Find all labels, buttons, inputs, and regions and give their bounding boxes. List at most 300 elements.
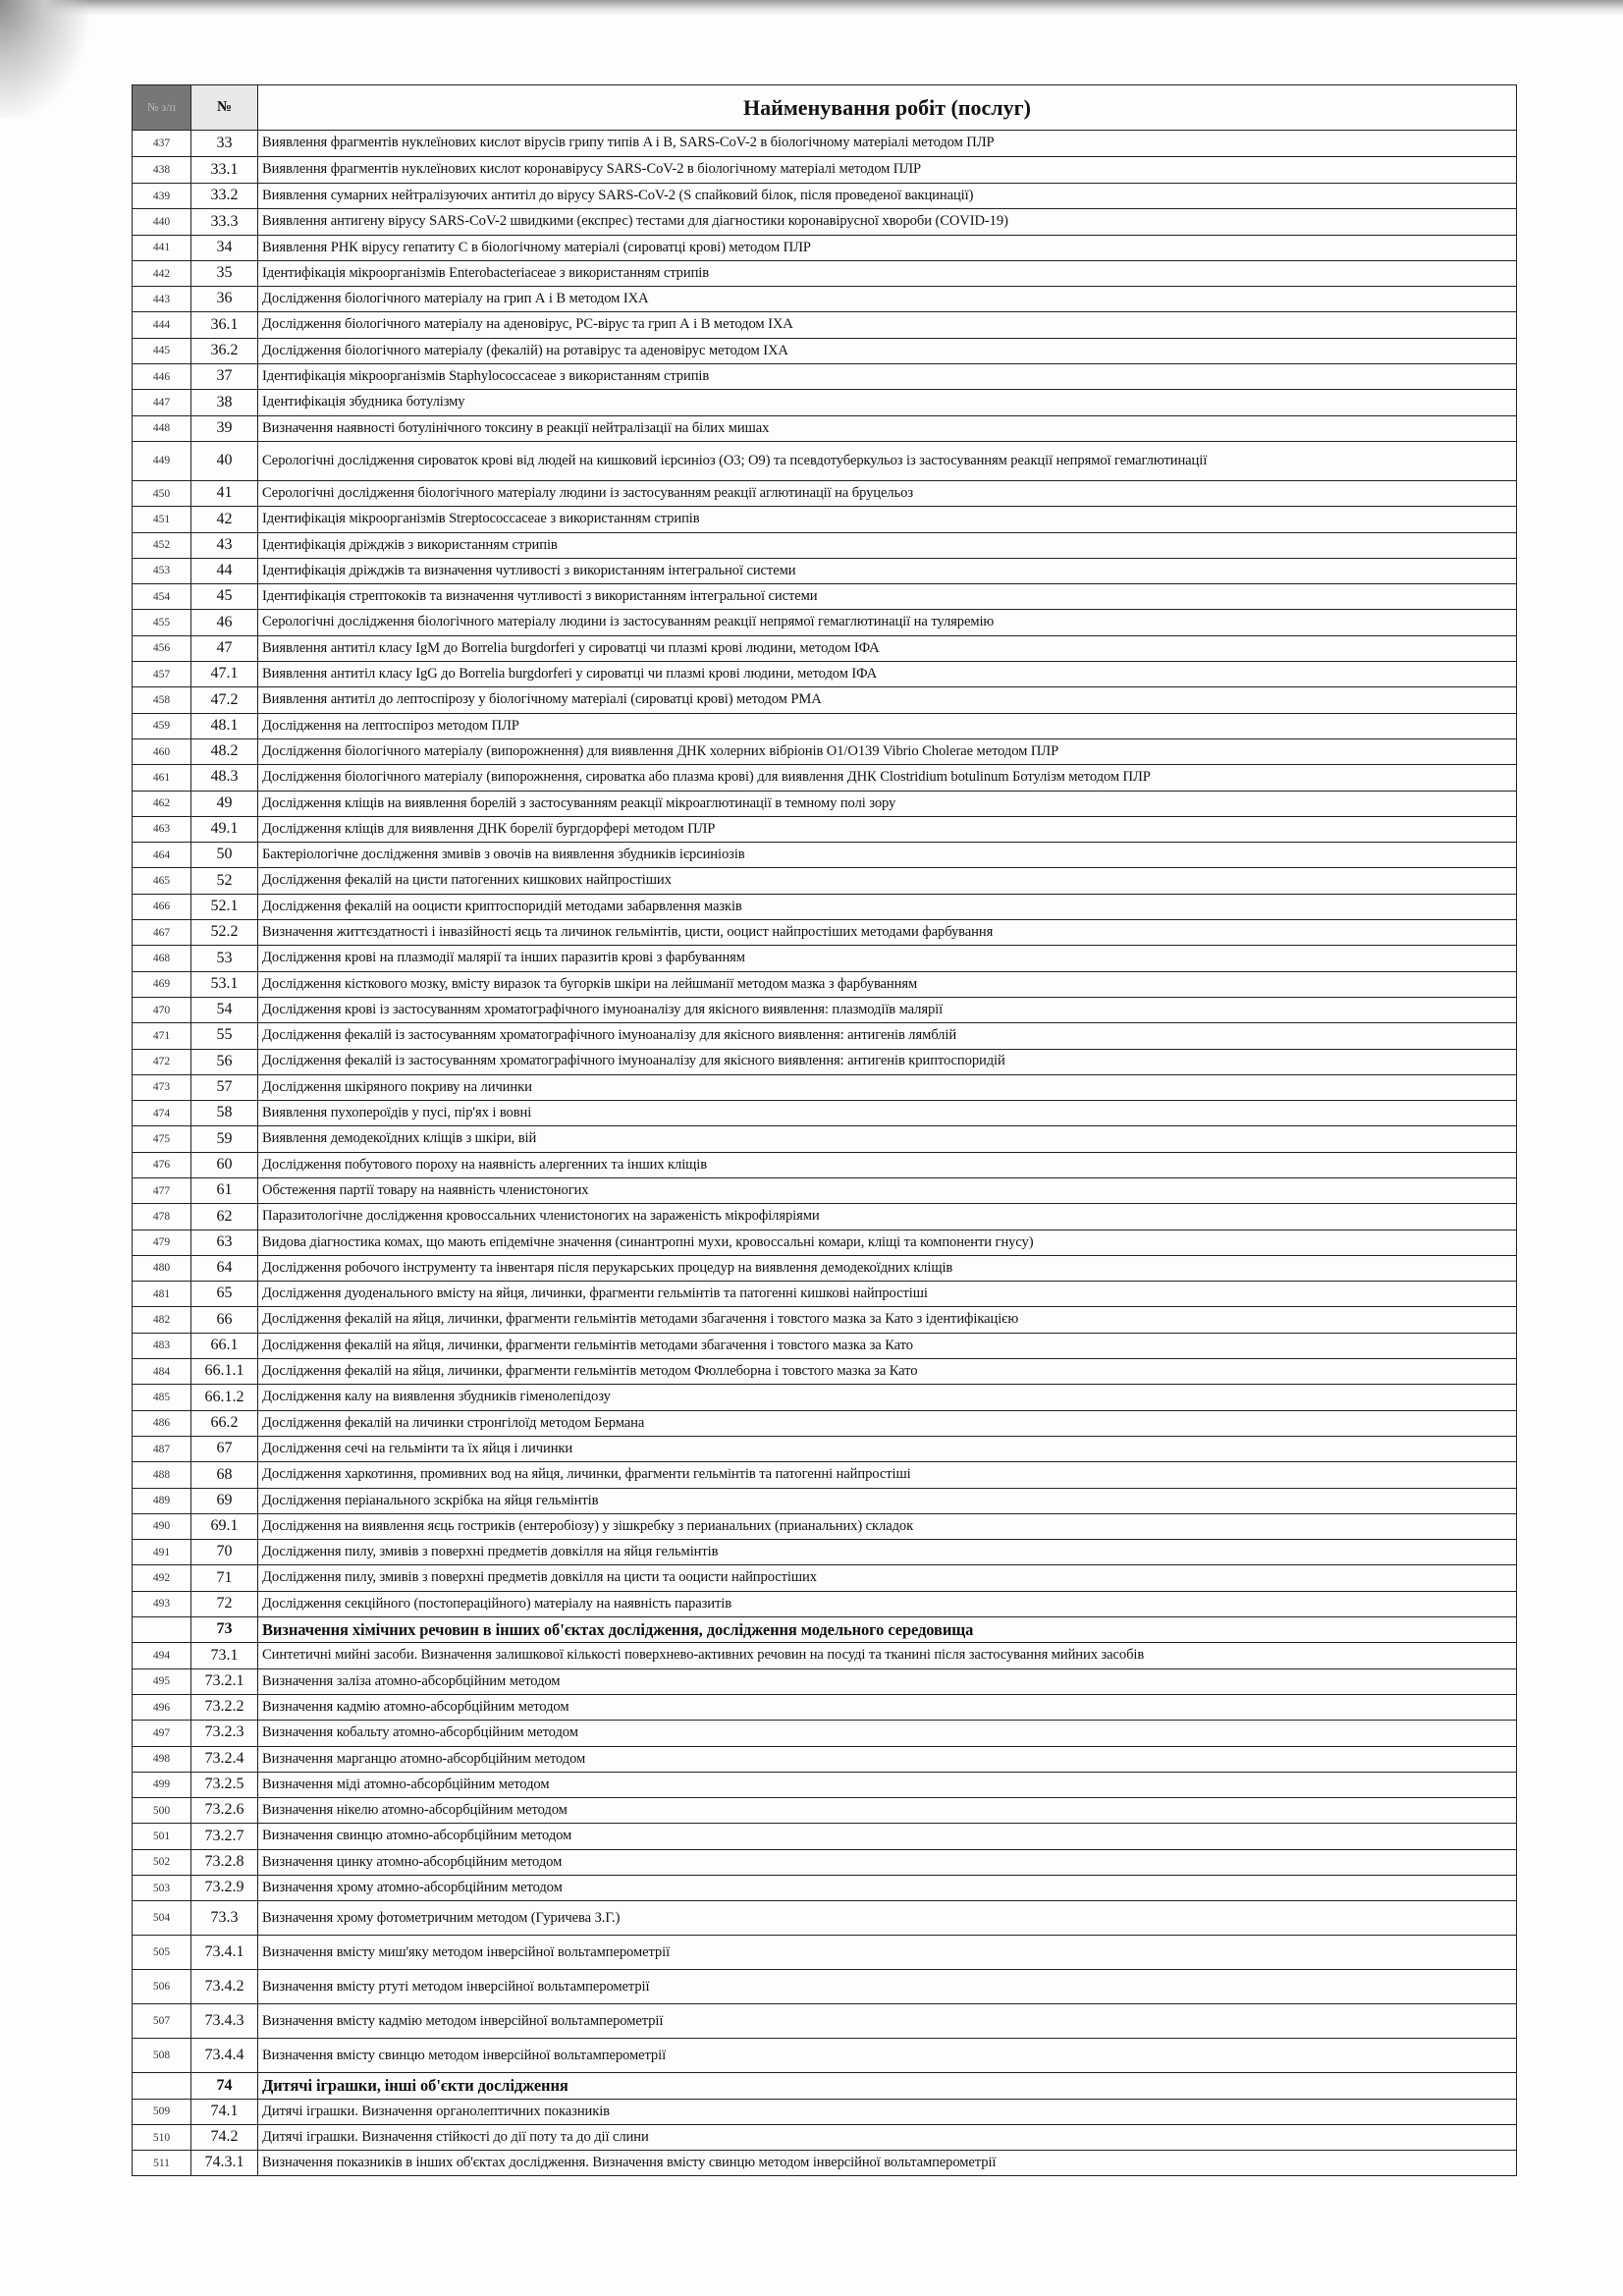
table-row	[133, 997, 1517, 1022]
row-number: 45	[191, 584, 258, 610]
row-number: 73.2.7	[191, 1824, 258, 1849]
table-row	[133, 1772, 1517, 1797]
row-number: 73.3	[191, 1901, 258, 1936]
table-row	[133, 1721, 1517, 1746]
row-number: 49.1	[191, 816, 258, 842]
row-index: 446	[133, 364, 191, 390]
row-index: 466	[133, 894, 191, 919]
row-index: 477	[133, 1177, 191, 1203]
table-row	[133, 415, 1517, 441]
row-index: 473	[133, 1074, 191, 1100]
row-number: 47	[191, 635, 258, 661]
row-number: 63	[191, 1230, 258, 1255]
section-header-row	[133, 2073, 1517, 2099]
table-row	[133, 1049, 1517, 1074]
row-name: Визначення наявності ботулінічного токсину в реакції нейтралізації на білих мишах	[258, 415, 1517, 441]
row-name: Серологічні дослідження сироваток крові від людей на кишковий ієрсиніоз (О3; О9) та псевдотуберкульоз із застосуванням реакції непрямої гемаглютинації	[258, 441, 1517, 480]
header-index: № з/п	[133, 85, 191, 131]
row-number: 73	[191, 1617, 258, 1643]
row-index: 450	[133, 480, 191, 506]
row-name: Визначення марганцю атомно-абсорбційним методом	[258, 1746, 1517, 1772]
row-number: 53.1	[191, 971, 258, 997]
row-index: 487	[133, 1436, 191, 1461]
table-row	[133, 1513, 1517, 1539]
row-index: 460	[133, 738, 191, 764]
row-index: 505	[133, 1936, 191, 1970]
row-name: Дитячі іграшки. Визначення стійкості до дії поту та до дії слини	[258, 2124, 1517, 2150]
table-row	[133, 1307, 1517, 1333]
row-name: Виявлення антитіл класу IgM до Borrelia burgdorferi у сироватці чи плазмі крові людини, методом ІФА	[258, 635, 1517, 661]
row-index: 486	[133, 1410, 191, 1436]
row-index: 456	[133, 635, 191, 661]
row-number: 66.1.2	[191, 1385, 258, 1410]
table-row	[133, 1668, 1517, 1694]
row-index: 495	[133, 1668, 191, 1694]
table-row	[133, 687, 1517, 713]
row-index: 508	[133, 2039, 191, 2073]
table-row	[133, 662, 1517, 687]
row-number: 66.1	[191, 1333, 258, 1358]
row-index: 454	[133, 584, 191, 610]
row-index: 469	[133, 971, 191, 997]
table-row	[133, 868, 1517, 894]
row-name: Виявлення сумарних нейтралізуючих антитіл до вірусу SARS-CoV-2 (S спайковий білок, після проведеної вакцинації)	[258, 184, 1517, 209]
row-index: 488	[133, 1462, 191, 1488]
table-row	[133, 1798, 1517, 1824]
table-row	[133, 441, 1517, 480]
row-number: 67	[191, 1436, 258, 1461]
table-row	[133, 558, 1517, 583]
row-index: 464	[133, 843, 191, 868]
row-number: 48.3	[191, 765, 258, 791]
row-index: 496	[133, 1694, 191, 1720]
table-row	[133, 184, 1517, 209]
row-name: Дослідження сечі на гельмінти та їх яйця і личинки	[258, 1436, 1517, 1461]
row-index: 447	[133, 390, 191, 415]
table-row	[133, 1230, 1517, 1255]
row-index: 503	[133, 1876, 191, 1901]
table-row	[133, 235, 1517, 260]
row-number: 35	[191, 260, 258, 286]
table-row	[133, 1023, 1517, 1049]
row-index: 471	[133, 1023, 191, 1049]
row-number: 52.1	[191, 894, 258, 919]
row-number: 46	[191, 610, 258, 635]
row-index: 468	[133, 946, 191, 971]
row-name: Виявлення демодекоїдних кліщів з шкіри, вій	[258, 1126, 1517, 1152]
row-index: 484	[133, 1359, 191, 1385]
row-number: 70	[191, 1540, 258, 1565]
row-number: 66	[191, 1307, 258, 1333]
row-name: Визначення хрому фотометричним методом (Гуричева З.Г.)	[258, 1901, 1517, 1936]
row-index: 499	[133, 1772, 191, 1797]
row-number: 69	[191, 1488, 258, 1513]
row-index: 467	[133, 920, 191, 946]
row-name: Дослідження секційного (постопераційного) матеріалу на наявність паразитів	[258, 1591, 1517, 1616]
row-name: Дослідження харкотиння, промивних вод на яйця, личинки, фрагменти гельмінтів та патогенні найпростіші	[258, 1462, 1517, 1488]
row-name: Серологічні дослідження біологічного матеріалу людини із застосуванням реакції непрямої гемаглютинації на туляремію	[258, 610, 1517, 635]
row-number: 73.2.9	[191, 1876, 258, 1901]
row-name: Ідентифікація мікроорганізмів Enterobacteriaceae з використанням стрипів	[258, 260, 1517, 286]
row-number: 37	[191, 364, 258, 390]
row-number: 74.2	[191, 2124, 258, 2150]
row-index: 493	[133, 1591, 191, 1616]
row-name: Визначення хрому атомно-абсорбційним методом	[258, 1876, 1517, 1901]
table-row	[133, 2151, 1517, 2176]
row-index: 451	[133, 507, 191, 532]
row-number: 73.4.4	[191, 2039, 258, 2073]
table-row	[133, 338, 1517, 363]
row-index	[133, 2073, 191, 2099]
row-number: 43	[191, 532, 258, 558]
table-row	[133, 946, 1517, 971]
scan-edge-shadow	[0, 0, 1623, 16]
row-name: Дослідження пилу, змивів з поверхні предметів довкілля на яйця гельмінтів	[258, 1540, 1517, 1565]
row-name: Дослідження кліщів для виявлення ДНК борелії бургдорфері методом ПЛР	[258, 816, 1517, 842]
table-row	[133, 1849, 1517, 1875]
row-number: 47.1	[191, 662, 258, 687]
row-index: 475	[133, 1126, 191, 1152]
row-index: 489	[133, 1488, 191, 1513]
row-index: 438	[133, 157, 191, 184]
row-name: Виявлення антитіл до лептоспірозу у біологічному матеріалі (сироватці крові) методом РМА	[258, 687, 1517, 713]
row-name: Визначення свинцю атомно-абсорбційним методом	[258, 1824, 1517, 1849]
table-row	[133, 1488, 1517, 1513]
row-name: Дослідження біологічного матеріалу (випорожнення, сироватка або плазма крові) для виявлення ДНК Clostridium botulinum Ботулізм методом ПЛР	[258, 765, 1517, 791]
row-name: Дослідження фекалій на яйця, личинки, фрагменти гельмінтів методом Фюллеборна і товстого мазка за Като	[258, 1359, 1517, 1385]
row-number: 52	[191, 868, 258, 894]
table-row	[133, 1152, 1517, 1177]
table-row	[133, 1876, 1517, 1901]
row-name: Виявлення РНК вірусу гепатиту С в біологічному матеріалі (сироватці крові) методом ПЛР	[258, 235, 1517, 260]
table-row	[133, 1359, 1517, 1385]
row-number: 38	[191, 390, 258, 415]
row-index: 440	[133, 209, 191, 235]
row-name: Визначення вмісту миш'яку методом інверсійної вольтамперометрії	[258, 1936, 1517, 1970]
table-row	[133, 1410, 1517, 1436]
row-index: 501	[133, 1824, 191, 1849]
row-name: Визначення кадмію атомно-абсорбційним методом	[258, 1694, 1517, 1720]
table-row	[133, 1177, 1517, 1203]
table-row	[133, 1746, 1517, 1772]
row-number: 44	[191, 558, 258, 583]
row-name: Паразитологічне дослідження кровоссальних членистоногих на зараженість мікрофіляріями	[258, 1204, 1517, 1230]
row-index: 507	[133, 2004, 191, 2039]
row-index: 443	[133, 287, 191, 312]
table-row	[133, 1540, 1517, 1565]
row-number: 52.2	[191, 920, 258, 946]
row-index: 463	[133, 816, 191, 842]
row-index: 504	[133, 1901, 191, 1936]
row-index: 465	[133, 868, 191, 894]
row-index: 441	[133, 235, 191, 260]
row-index: 442	[133, 260, 191, 286]
table-row	[133, 390, 1517, 415]
table-row	[133, 920, 1517, 946]
row-name: Дослідження фекалій на яйця, личинки, фрагменти гельмінтів методами збагачення і товстого мазка за Като з ідентифікацією	[258, 1307, 1517, 1333]
table-row	[133, 312, 1517, 338]
row-number: 40	[191, 441, 258, 480]
row-name: Дослідження періанального зскрібка на яйця гельмінтів	[258, 1488, 1517, 1513]
table-row	[133, 1282, 1517, 1307]
row-index: 449	[133, 441, 191, 480]
row-name: Визначення вмісту кадмію методом інверсійної вольтамперометрії	[258, 2004, 1517, 2039]
row-index: 483	[133, 1333, 191, 1358]
row-index: 478	[133, 1204, 191, 1230]
row-index: 452	[133, 532, 191, 558]
row-index: 480	[133, 1255, 191, 1281]
row-number: 61	[191, 1177, 258, 1203]
row-index: 448	[133, 415, 191, 441]
table-row	[133, 532, 1517, 558]
row-name: Дослідження кліщів на виявлення борелій з застосуванням реакції мікроаглютинації в темному полі зору	[258, 791, 1517, 816]
row-number: 73.4.3	[191, 2004, 258, 2039]
row-name: Дослідження дуоденального вмісту на яйця, личинки, фрагменти гельмінтів та патогенні кишкові найпростіші	[258, 1282, 1517, 1307]
row-name: Дослідження фекалій на яйця, личинки, фрагменти гельмінтів методами збагачення і товстого мазка за Като	[258, 1333, 1517, 1358]
row-index: 476	[133, 1152, 191, 1177]
table-row	[133, 610, 1517, 635]
row-index: 506	[133, 1970, 191, 2004]
table-row	[133, 843, 1517, 868]
row-number: 39	[191, 415, 258, 441]
row-index: 482	[133, 1307, 191, 1333]
row-index: 453	[133, 558, 191, 583]
table-row	[133, 1255, 1517, 1281]
row-number: 71	[191, 1565, 258, 1591]
table-body	[133, 131, 1517, 2176]
table-row	[133, 713, 1517, 738]
row-name: Ідентифікація мікроорганізмів Staphylococcaceae з використанням стрипів	[258, 364, 1517, 390]
table-row	[133, 480, 1517, 506]
row-number: 57	[191, 1074, 258, 1100]
row-number: 73.2.5	[191, 1772, 258, 1797]
row-name: Дослідження біологічного матеріалу на аденовірус, РС-вірус та грип А і В методом ІХА	[258, 312, 1517, 338]
row-name: Обстеження партії товару на наявність членистоногих	[258, 1177, 1517, 1203]
row-index: 491	[133, 1540, 191, 1565]
table-row	[133, 1462, 1517, 1488]
row-name: Дитячі іграшки, інші об'єкти дослідження	[258, 2073, 1517, 2099]
row-name: Дослідження кісткового мозку, вмісту виразок та бугорків шкіри на лейшманії методом мазка з фарбуванням	[258, 971, 1517, 997]
row-index: 472	[133, 1049, 191, 1074]
table-row	[133, 816, 1517, 842]
table-row	[133, 765, 1517, 791]
row-number: 72	[191, 1591, 258, 1616]
row-number: 36.2	[191, 338, 258, 363]
row-name: Синтетичні мийні засоби. Визначення залишкової кількості поверхнево-активних речовин на посуді та тканині після застосування мийних засобів	[258, 1643, 1517, 1668]
row-index: 485	[133, 1385, 191, 1410]
row-number: 55	[191, 1023, 258, 1049]
row-name: Дослідження крові на плазмодії малярії та інших паразитів крові з фарбуванням	[258, 946, 1517, 971]
row-number: 47.2	[191, 687, 258, 713]
row-index: 494	[133, 1643, 191, 1668]
row-number: 64	[191, 1255, 258, 1281]
row-index: 481	[133, 1282, 191, 1307]
table-row	[133, 287, 1517, 312]
row-index	[133, 1617, 191, 1643]
table-row	[133, 157, 1517, 184]
row-number: 60	[191, 1152, 258, 1177]
row-name: Виявлення антитіл класу IgG до Borrelia burgdorferi у сироватці чи плазмі крові людини, методом ІФА	[258, 662, 1517, 687]
row-name: Дослідження фекалій на ооцисти криптоспоридій методами забарвлення мазків	[258, 894, 1517, 919]
row-number: 33	[191, 131, 258, 157]
row-index: 445	[133, 338, 191, 363]
row-name: Ідентифікація дріжджів та визначення чутливості з використанням інтегральної системи	[258, 558, 1517, 583]
table-row	[133, 1565, 1517, 1591]
table-row	[133, 738, 1517, 764]
row-name: Видова діагностика комах, що мають епідемічне значення (синантропні мухи, кровоссальні комари, кліщі та компоненти гнусу)	[258, 1230, 1517, 1255]
row-name: Дослідження біологічного матеріалу (випорожнення) для виявлення ДНК холерних вібріонів О1/О139 Vibrio Cholerae методом ПЛР	[258, 738, 1517, 764]
row-number: 33.1	[191, 157, 258, 184]
row-number: 74.3.1	[191, 2151, 258, 2176]
row-index: 444	[133, 312, 191, 338]
row-index: 490	[133, 1513, 191, 1539]
row-name: Дослідження калу на виявлення збудників гіменолепідозу	[258, 1385, 1517, 1410]
row-index: 458	[133, 687, 191, 713]
row-name: Дослідження шкіряного покриву на личинки	[258, 1074, 1517, 1100]
table-row	[133, 1936, 1517, 1970]
row-number: 73.1	[191, 1643, 258, 1668]
row-index: 461	[133, 765, 191, 791]
row-name: Визначення показників в інших об'єктах дослідження. Визначення вмісту свинцю методом інверсійної вольтамперометрії	[258, 2151, 1517, 2176]
row-index: 492	[133, 1565, 191, 1591]
table-row	[133, 2099, 1517, 2124]
row-number: 65	[191, 1282, 258, 1307]
table-row	[133, 894, 1517, 919]
row-number: 73.2.8	[191, 1849, 258, 1875]
row-number: 73.4.1	[191, 1936, 258, 1970]
row-index: 500	[133, 1798, 191, 1824]
row-number: 74.1	[191, 2099, 258, 2124]
row-name: Виявлення пухопероїдів у пусі, пір'ях і вовні	[258, 1101, 1517, 1126]
table-row	[133, 1970, 1517, 2004]
row-number: 68	[191, 1462, 258, 1488]
header-number: №	[191, 85, 258, 131]
row-index: 497	[133, 1721, 191, 1746]
row-name: Дослідження на лептоспіроз методом ПЛР	[258, 713, 1517, 738]
row-name: Дослідження фекалій на цисти патогенних кишкових найпростіших	[258, 868, 1517, 894]
row-name: Дослідження біологічного матеріалу (фекалій) на ротавірус та аденовірус методом ІХА	[258, 338, 1517, 363]
row-name: Визначення цинку атомно-абсорбційним методом	[258, 1849, 1517, 1875]
table-row	[133, 2039, 1517, 2073]
row-name: Ідентифікація дріжджів з використанням стрипів	[258, 532, 1517, 558]
row-name: Дослідження побутового пороху на наявність алергенних та інших кліщів	[258, 1152, 1517, 1177]
table-row	[133, 131, 1517, 157]
row-name: Дослідження фекалій із застосуванням хроматографічного імуноаналізу для якісного виявлення: антигенів лямблій	[258, 1023, 1517, 1049]
row-name: Ідентифікація збудника ботулізму	[258, 390, 1517, 415]
row-number: 74	[191, 2073, 258, 2099]
row-name: Визначення хімічних речовин в інших об'єктах дослідження, дослідження модельного середовища	[258, 1617, 1517, 1643]
services-table	[132, 84, 1517, 2176]
table-row	[133, 1074, 1517, 1100]
row-number: 73.2.2	[191, 1694, 258, 1720]
row-number: 73.2.3	[191, 1721, 258, 1746]
scan-corner-shadow	[0, 0, 88, 118]
row-index: 459	[133, 713, 191, 738]
table-row	[133, 1126, 1517, 1152]
table-row	[133, 1591, 1517, 1616]
row-name: Визначення нікелю атомно-абсорбційним методом	[258, 1798, 1517, 1824]
row-number: 49	[191, 791, 258, 816]
row-number: 53	[191, 946, 258, 971]
row-index: 455	[133, 610, 191, 635]
row-name: Визначення життєздатності і інвазійності яєць та личинок гельмінтів, цисти, ооцист найпростіших методами фарбування	[258, 920, 1517, 946]
row-number: 48.2	[191, 738, 258, 764]
row-name: Виявлення антигену вірусу SARS-CoV-2 швидкими (експрес) тестами для діагностики коронавірусної хвороби (COVID-19)	[258, 209, 1517, 235]
table-row	[133, 635, 1517, 661]
row-name: Ідентифікація мікроорганізмів Streptococcaceae з використанням стрипів	[258, 507, 1517, 532]
row-name: Визначення заліза атомно-абсорбційним методом	[258, 1668, 1517, 1694]
row-index: 437	[133, 131, 191, 157]
row-number: 42	[191, 507, 258, 532]
row-number: 66.2	[191, 1410, 258, 1436]
row-index: 474	[133, 1101, 191, 1126]
row-number: 62	[191, 1204, 258, 1230]
table-row	[133, 1643, 1517, 1668]
table-row	[133, 2004, 1517, 2039]
row-number: 59	[191, 1126, 258, 1152]
row-number: 48.1	[191, 713, 258, 738]
row-index: 470	[133, 997, 191, 1022]
row-index: 462	[133, 791, 191, 816]
table-header-row	[133, 85, 1517, 131]
row-name: Дослідження робочого інструменту та інвентаря після перукарських процедур на виявлення демодекоїдних кліщів	[258, 1255, 1517, 1281]
row-name: Ідентифікація стрептококів та визначення чутливості з використанням інтегральної системи	[258, 584, 1517, 610]
row-name: Виявлення фрагментів нуклеїнових кислот вірусів грипу типів A і B, SARS-CoV-2 в біологічному матеріалі методом ПЛР	[258, 131, 1517, 157]
row-index: 509	[133, 2099, 191, 2124]
row-number: 73.4.2	[191, 1970, 258, 2004]
section-header-row	[133, 1617, 1517, 1643]
row-name: Визначення вмісту свинцю методом інверсійної вольтамперометрії	[258, 2039, 1517, 2073]
row-number: 33.3	[191, 209, 258, 235]
row-number: 34	[191, 235, 258, 260]
row-name: Визначення міді атомно-абсорбційним методом	[258, 1772, 1517, 1797]
row-index: 439	[133, 184, 191, 209]
row-name: Дослідження фекалій на личинки стронгілоїд методом Бермана	[258, 1410, 1517, 1436]
table-row	[133, 584, 1517, 610]
table-row	[133, 2124, 1517, 2150]
table-row	[133, 791, 1517, 816]
table-row	[133, 209, 1517, 235]
row-name: Визначення вмісту ртуті методом інверсійної вольтамперометрії	[258, 1970, 1517, 2004]
row-index: 502	[133, 1849, 191, 1875]
row-index: 510	[133, 2124, 191, 2150]
row-name: Дослідження фекалій із застосуванням хроматографічного імуноаналізу для якісного виявлення: антигенів криптоспоридій	[258, 1049, 1517, 1074]
row-index: 479	[133, 1230, 191, 1255]
table-row	[133, 1204, 1517, 1230]
row-number: 73.2.6	[191, 1798, 258, 1824]
table-row	[133, 260, 1517, 286]
header-name: Найменування робіт (послуг)	[258, 85, 1517, 131]
row-number: 33.2	[191, 184, 258, 209]
table-row	[133, 364, 1517, 390]
table-row	[133, 1824, 1517, 1849]
table-row	[133, 971, 1517, 997]
row-index: 511	[133, 2151, 191, 2176]
row-name: Дослідження крові із застосуванням хроматографічного імуноаналізу для якісного виявлення: плазмодіїв малярії	[258, 997, 1517, 1022]
table-row	[133, 1436, 1517, 1461]
row-index: 498	[133, 1746, 191, 1772]
table-row	[133, 1694, 1517, 1720]
row-number: 36	[191, 287, 258, 312]
table-row	[133, 507, 1517, 532]
table-row	[133, 1901, 1517, 1936]
row-name: Дослідження на виявлення яєць гостриків (ентеробіозу) у зішкребку з перианальних (прианальних) складок	[258, 1513, 1517, 1539]
table-row	[133, 1385, 1517, 1410]
row-number: 73.2.1	[191, 1668, 258, 1694]
row-number: 58	[191, 1101, 258, 1126]
table-row	[133, 1333, 1517, 1358]
row-index: 457	[133, 662, 191, 687]
